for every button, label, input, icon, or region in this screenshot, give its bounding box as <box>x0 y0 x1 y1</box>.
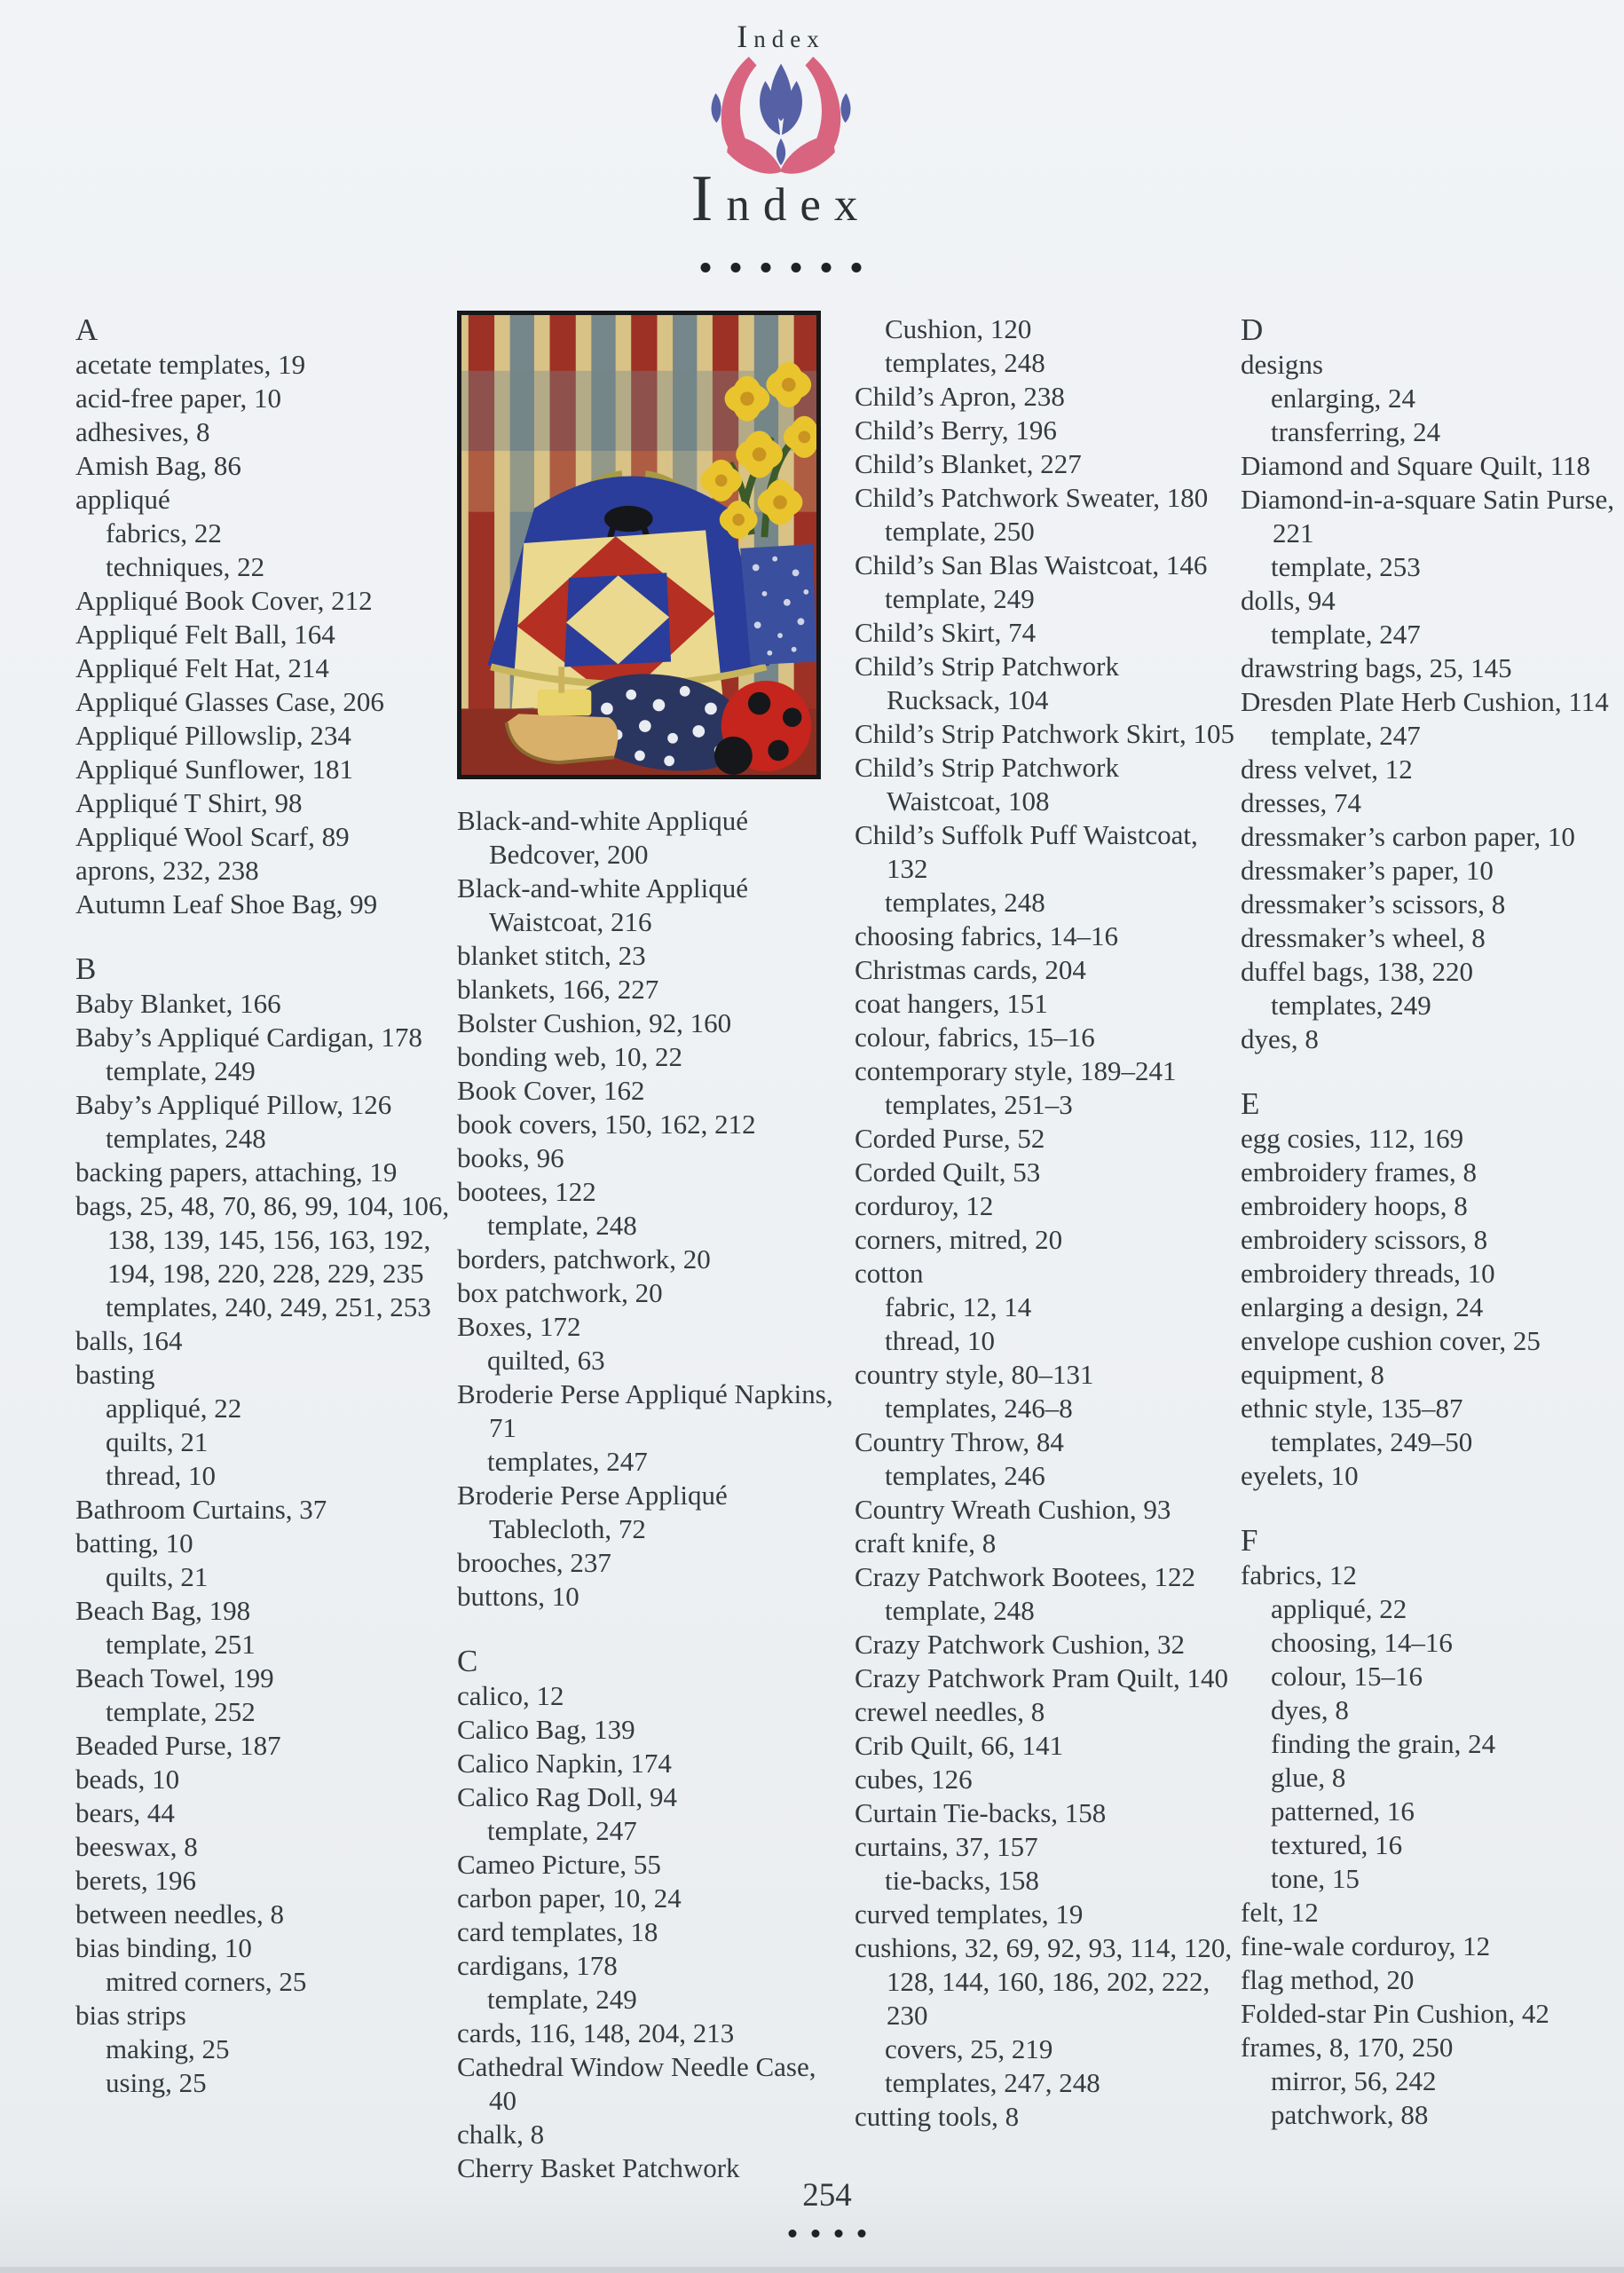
index-entry: templates, 248 <box>885 347 1045 378</box>
title-dots-ornament <box>701 263 862 272</box>
index-entry: mirror, 56, 242 <box>1271 2065 1437 2096</box>
index-entry: fabric, 12, 14 <box>885 1291 1032 1322</box>
index-entry: Calico Napkin, 174 <box>457 1748 672 1779</box>
index-entry: template, 250 <box>885 516 1035 547</box>
index-entry: enlarging, 24 <box>1271 383 1416 414</box>
index-entry: Crib Quilt, 66, 141 <box>855 1730 1064 1761</box>
index-entry: beads, 10 <box>75 1764 180 1795</box>
index-entry: egg cosies, 112, 169 <box>1241 1123 1464 1154</box>
index-entry: felt, 12 <box>1241 1897 1319 1928</box>
index-entry: techniques, 22 <box>106 551 265 582</box>
index-entry: tone, 15 <box>1271 1863 1360 1894</box>
index-entry: aprons, 232, 238 <box>75 855 259 886</box>
index-entry: buttons, 10 <box>457 1581 579 1612</box>
index-column-1 <box>75 312 457 2100</box>
index-entry: dressmaker’s carbon paper, 10 <box>1241 821 1575 852</box>
index-entry: bias binding, 10 <box>75 1932 252 1963</box>
index-entry: designs <box>1241 349 1323 380</box>
index-entry: carbon paper, 10, 24 <box>457 1882 682 1914</box>
index-entry: dyes, 8 <box>1271 1694 1349 1725</box>
index-entry: templates, 249–50 <box>1271 1426 1473 1457</box>
index-entry: corduroy, 12 <box>855 1190 994 1221</box>
index-entry: Country Wreath Cushion, 93 <box>855 1494 1171 1525</box>
index-entry: quilts, 21 <box>106 1561 209 1592</box>
index-entry: colour, 15–16 <box>1271 1661 1423 1692</box>
index-letter-heading: F <box>1241 1523 1258 1558</box>
index-entry: Diamond-in-a-square Satin Purse, 221 <box>1241 484 1614 549</box>
index-entry: Child’s Skirt, 74 <box>855 617 1037 648</box>
index-entry: choosing, 14–16 <box>1271 1627 1453 1658</box>
index-entry: Cameo Picture, 55 <box>457 1849 661 1880</box>
page-title: Index <box>690 162 871 235</box>
index-entry: Child’s Apron, 238 <box>855 381 1065 412</box>
index-entry: appliqué <box>75 484 170 515</box>
index-entry: frames, 8, 170, 250 <box>1241 2032 1454 2063</box>
index-entry: Appliqué Sunflower, 181 <box>75 754 354 785</box>
index-entry: cotton <box>855 1258 924 1289</box>
index-entry: borders, patchwork, 20 <box>457 1243 711 1275</box>
photo-patchwork-drawstring-bag <box>457 311 821 779</box>
index-entry: blanket stitch, 23 <box>457 940 646 971</box>
index-entry: Corded Purse, 52 <box>855 1123 1045 1154</box>
index-column-2 <box>457 311 844 2185</box>
index-entry: templates, 247, 248 <box>885 2067 1100 2098</box>
index-entry: patterned, 16 <box>1271 1796 1415 1827</box>
index-entry: Baby’s Appliqué Cardigan, 178 <box>75 1022 422 1053</box>
index-entry: Black-and-white Appliqué Waistcoat, 216 <box>457 872 748 937</box>
index-entry: appliqué, 22 <box>1271 1593 1407 1624</box>
index-entry: dolls, 94 <box>1241 585 1336 616</box>
index-column-4 <box>1241 312 1619 2132</box>
index-entry: Cathedral Window Needle Case, 40 <box>457 2051 816 2116</box>
index-entry: Child’s Suffolk Puff Waistcoat, 132 <box>855 819 1198 884</box>
section-gap <box>457 1614 844 1644</box>
index-entry: Child’s Strip Patchwork Waistcoat, 108 <box>855 752 1119 817</box>
index-entry: Beach Towel, 199 <box>75 1662 274 1693</box>
index-entry: templates, 248 <box>106 1123 266 1154</box>
index-entry: flag method, 20 <box>1241 1964 1415 1995</box>
index-entry: brooches, 237 <box>457 1547 611 1578</box>
index-entry: Calico Bag, 139 <box>457 1714 635 1745</box>
index-entry: craft knife, 8 <box>855 1527 997 1559</box>
index-entry: bags, 25, 48, 70, 86, 99, 104, 106, 138, 139, 145, 156, 163, 192, 194, 198, 220, 228, 229, 235 <box>75 1190 450 1289</box>
index-entry: embroidery scissors, 8 <box>1241 1224 1488 1255</box>
index-entry: template, 247 <box>1271 720 1421 751</box>
index-entry: fine-wale corduroy, 12 <box>1241 1930 1491 1961</box>
index-entry: dresses, 74 <box>1241 787 1362 818</box>
index-entry: template, 247 <box>1271 619 1421 650</box>
index-entry: chalk, 8 <box>457 2119 545 2150</box>
index-entry: bears, 44 <box>75 1797 175 1828</box>
index-entry: acid-free paper, 10 <box>75 383 281 414</box>
index-entry: Child’s San Blas Waistcoat, 146 <box>855 549 1208 580</box>
index-entry: choosing fabrics, 14–16 <box>855 920 1119 951</box>
index-entry: quilted, 63 <box>487 1345 605 1376</box>
index-entry: colour, fabrics, 15–16 <box>855 1022 1095 1053</box>
index-entry: Child’s Berry, 196 <box>855 414 1057 446</box>
index-letter-heading: D <box>1241 312 1264 347</box>
index-entry: backing papers, attaching, 19 <box>75 1156 398 1188</box>
index-entry: envelope cushion cover, 25 <box>1241 1325 1541 1356</box>
index-entry: book covers, 150, 162, 212 <box>457 1109 756 1140</box>
index-entry: template, 249 <box>106 1055 256 1086</box>
index-entry: template, 251 <box>106 1629 256 1660</box>
index-entry: Book Cover, 162 <box>457 1075 645 1106</box>
index-entry: templates, 251–3 <box>885 1089 1073 1120</box>
index-entry: bonding web, 10, 22 <box>457 1041 683 1072</box>
index-entry: adhesives, 8 <box>75 416 210 447</box>
index-entry: dress velvet, 12 <box>1241 754 1413 785</box>
index-entry: glue, 8 <box>1271 1762 1346 1793</box>
index-entry: templates, 247 <box>487 1446 648 1477</box>
index-entry: bootees, 122 <box>457 1176 596 1207</box>
index-entry: Baby Blanket, 166 <box>75 988 281 1019</box>
index-entry: embroidery threads, 10 <box>1241 1258 1495 1289</box>
index-entry: templates, 249 <box>1271 990 1431 1021</box>
index-letter-heading: B <box>75 951 97 986</box>
index-entry: calico, 12 <box>457 1680 564 1711</box>
index-entry: thread, 10 <box>106 1460 216 1491</box>
index-entry: Crazy Patchwork Pram Quilt, 140 <box>855 1662 1229 1693</box>
index-entry: Calico Rag Doll, 94 <box>457 1781 677 1812</box>
index-entry: curved templates, 19 <box>855 1898 1084 1930</box>
index-entry: cardigans, 178 <box>457 1950 618 1981</box>
index-entry: template, 248 <box>487 1210 637 1241</box>
index-entry: dyes, 8 <box>1241 1023 1319 1054</box>
index-entry: Boxes, 172 <box>457 1311 581 1342</box>
index-entry: templates, 240, 249, 251, 253 <box>106 1291 431 1322</box>
index-entry: template, 249 <box>885 583 1035 614</box>
index-entry: books, 96 <box>457 1142 564 1173</box>
index-entry: ethnic style, 135–87 <box>1241 1393 1463 1424</box>
index-entry: patchwork, 88 <box>1271 2099 1429 2130</box>
index-entry: batting, 10 <box>75 1527 193 1559</box>
index-entry: dressmaker’s scissors, 8 <box>1241 888 1506 919</box>
index-letter-heading: C <box>457 1644 478 1678</box>
index-column-3 <box>855 312 1236 2134</box>
index-entry: duffel bags, 138, 220 <box>1241 956 1474 987</box>
index-entry: template, 252 <box>106 1696 256 1727</box>
index-entry: Bathroom Curtains, 37 <box>75 1494 327 1525</box>
index-entry: Appliqué Wool Scarf, 89 <box>75 821 350 852</box>
index-entry: cutting tools, 8 <box>855 2101 1020 2132</box>
index-entry: finding the grain, 24 <box>1271 1728 1496 1759</box>
index-entry: making, 25 <box>106 2033 230 2064</box>
index-entry: Cushion, 120 <box>885 313 1032 344</box>
index-entry: Baby’s Appliqué Pillow, 126 <box>75 1089 392 1120</box>
index-entry: Appliqué Felt Ball, 164 <box>75 619 335 650</box>
page-number: 254 <box>802 2177 852 2214</box>
index-entry: embroidery frames, 8 <box>1241 1156 1477 1188</box>
index-entry: curtains, 37, 157 <box>855 1831 1038 1862</box>
index-entry: balls, 164 <box>75 1325 183 1356</box>
index-entry: corners, mitred, 20 <box>855 1224 1063 1255</box>
index-entry: appliqué, 22 <box>106 1393 242 1424</box>
index-entry: covers, 25, 219 <box>885 2033 1053 2064</box>
index-entry: dressmaker’s paper, 10 <box>1241 855 1494 886</box>
running-header: Index <box>737 19 825 54</box>
index-entry: Broderie Perse Appliqué Tablecloth, 72 <box>457 1480 728 1544</box>
index-entry: Dresden Plate Herb Cushion, 114 <box>1241 686 1609 717</box>
index-entry: Crazy Patchwork Bootees, 122 <box>855 1561 1195 1592</box>
index-entry: fabrics, 22 <box>106 517 222 549</box>
index-entry: blankets, 166, 227 <box>457 974 659 1005</box>
index-entry: tie-backs, 158 <box>885 1865 1039 1896</box>
index-entry: cards, 116, 148, 204, 213 <box>457 2017 735 2048</box>
index-entry: Country Throw, 84 <box>855 1426 1064 1457</box>
index-entry: Child’s Blanket, 227 <box>855 448 1082 479</box>
index-entry: between needles, 8 <box>75 1898 284 1930</box>
index-entry: equipment, 8 <box>1241 1359 1384 1390</box>
index-entry: Amish Bag, 86 <box>75 450 241 481</box>
index-entry: quilts, 21 <box>106 1426 209 1457</box>
index-entry: basting <box>75 1359 155 1390</box>
index-entry: eyelets, 10 <box>1241 1460 1359 1491</box>
footer-dots-ornament <box>789 2230 866 2237</box>
index-entry: Beaded Purse, 187 <box>75 1730 281 1761</box>
index-entry: coat hangers, 151 <box>855 988 1048 1019</box>
index-entry: thread, 10 <box>885 1325 995 1356</box>
index-entry: Curtain Tie-backs, 158 <box>855 1797 1107 1828</box>
index-entry: Bolster Cushion, 92, 160 <box>457 1007 732 1038</box>
index-entry: acetate templates, 19 <box>75 349 306 380</box>
index-letter-heading: A <box>75 312 99 347</box>
index-entry: cushions, 32, 69, 92, 93, 114, 120, 128, 144, 160, 186, 202, 222, 230 <box>855 1932 1233 2031</box>
index-entry: Appliqué Glasses Case, 206 <box>75 686 384 717</box>
index-entry: box patchwork, 20 <box>457 1277 663 1308</box>
index-entry: fabrics, 12 <box>1241 1559 1357 1590</box>
index-entry: template, 253 <box>1271 551 1421 582</box>
index-entry: cubes, 126 <box>855 1764 973 1795</box>
index-entry: Appliqué Pillowslip, 234 <box>75 720 351 751</box>
index-entry: Black-and-white Appliqué Bedcover, 200 <box>457 805 748 870</box>
index-entry: Appliqué Book Cover, 212 <box>75 585 373 616</box>
index-entry: textured, 16 <box>1271 1829 1403 1860</box>
index-entry: Cherry Basket Patchwork <box>457 2152 740 2183</box>
index-entry: Christmas cards, 204 <box>855 954 1086 985</box>
section-gap <box>1241 1493 1619 1523</box>
index-entry: card templates, 18 <box>457 1916 658 1947</box>
index-entry: crewel needles, 8 <box>855 1696 1045 1727</box>
index-entry: embroidery hoops, 8 <box>1241 1190 1468 1221</box>
section-gap <box>75 921 457 951</box>
index-entry: template, 247 <box>487 1815 637 1846</box>
index-entry: template, 249 <box>487 1984 637 2015</box>
index-entry: Beach Bag, 198 <box>75 1595 251 1626</box>
index-entry: bias strips <box>75 2000 186 2031</box>
index-entry: templates, 246 <box>885 1460 1045 1491</box>
index-entry: templates, 248 <box>885 887 1045 918</box>
index-entry: enlarging a design, 24 <box>1241 1291 1484 1322</box>
index-entry: Folded-star Pin Cushion, 42 <box>1241 1998 1549 2029</box>
index-entry: Child’s Strip Patchwork Skirt, 105 <box>855 718 1234 749</box>
index-entry: Broderie Perse Appliqué Napkins, 71 <box>457 1378 833 1443</box>
index-entry: Crazy Patchwork Cushion, 32 <box>855 1629 1185 1660</box>
index-entry: Corded Quilt, 53 <box>855 1156 1041 1188</box>
index-entry: country style, 80–131 <box>855 1359 1094 1390</box>
index-entry: using, 25 <box>106 2067 207 2098</box>
index-entry: transferring, 24 <box>1271 416 1441 447</box>
index-entry: mitred corners, 25 <box>106 1966 307 1997</box>
index-letter-heading: E <box>1241 1086 1260 1121</box>
index-entry: Diamond and Square Quilt, 118 <box>1241 450 1591 481</box>
index-entry: dressmaker’s wheel, 8 <box>1241 922 1486 953</box>
index-entry: Autumn Leaf Shoe Bag, 99 <box>75 888 378 919</box>
index-entry: template, 248 <box>885 1595 1035 1626</box>
index-entry: drawstring bags, 25, 145 <box>1241 652 1512 683</box>
index-entry: berets, 196 <box>75 1865 197 1896</box>
index-entry: Appliqué T Shirt, 98 <box>75 787 303 818</box>
index-entry: Child’s Strip Patchwork Rucksack, 104 <box>855 651 1119 715</box>
section-gap <box>1241 1056 1619 1086</box>
index-entry: contemporary style, 189–241 <box>855 1055 1177 1086</box>
index-entry: beeswax, 8 <box>75 1831 198 1862</box>
index-entry: templates, 246–8 <box>885 1393 1073 1424</box>
index-column-2-entries <box>457 804 844 2185</box>
index-entry: Child’s Patchwork Sweater, 180 <box>855 482 1209 513</box>
index-entry: Appliqué Felt Hat, 214 <box>75 652 329 683</box>
